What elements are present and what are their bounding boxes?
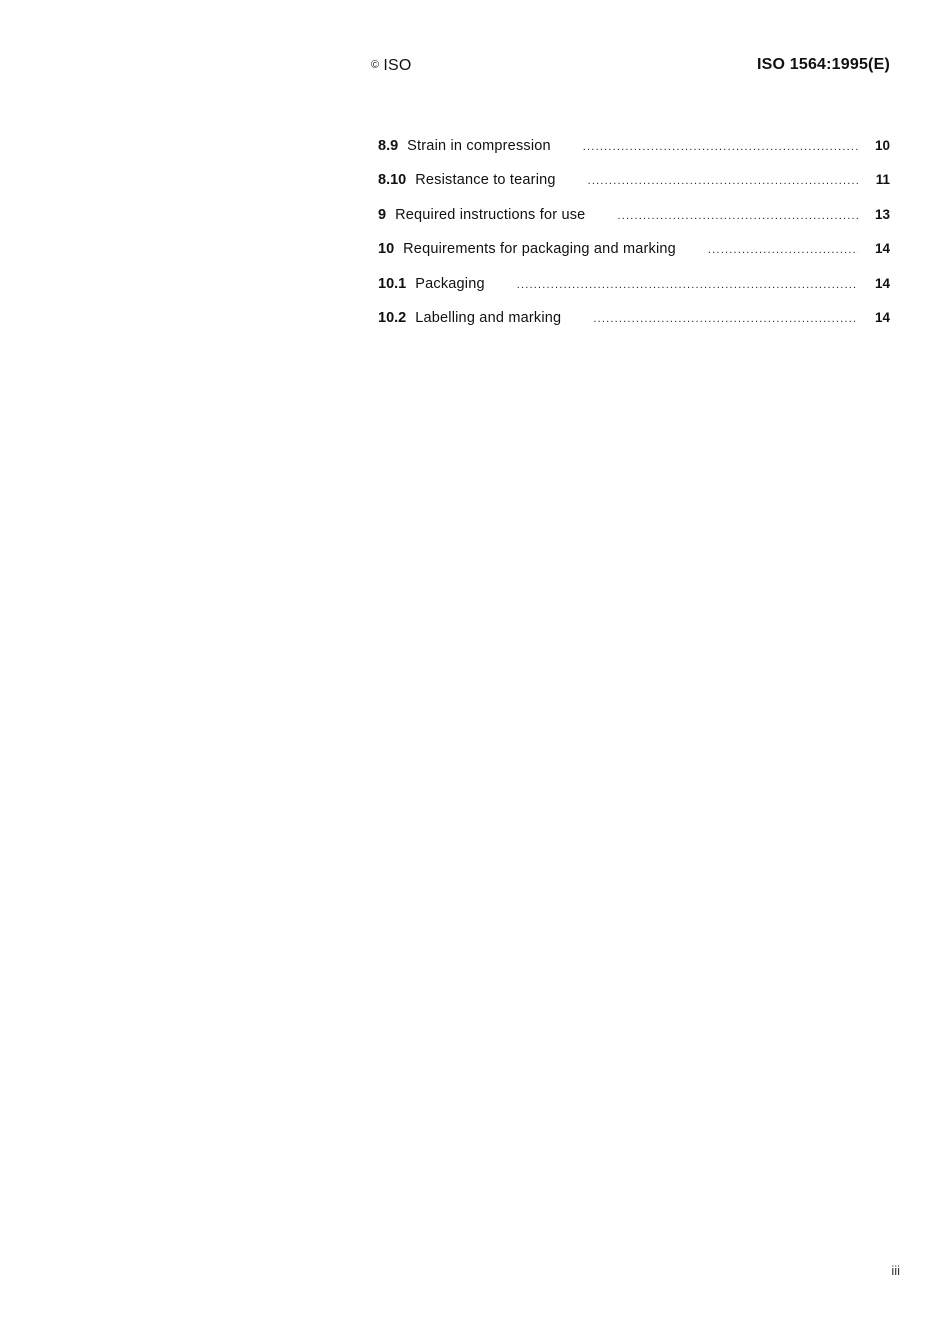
toc-entry-10-2[interactable] bbox=[378, 310, 890, 344]
toc-entry-10[interactable] bbox=[378, 241, 890, 275]
page-number: iii bbox=[891, 1263, 900, 1278]
toc-entry-9[interactable] bbox=[378, 207, 890, 241]
dot-leader bbox=[708, 244, 858, 256]
toc-entry-page: 11 bbox=[875, 172, 890, 188]
toc-entry-title: Labelling and marking bbox=[415, 309, 562, 326]
toc-entry-number: 8.10 bbox=[378, 172, 407, 189]
header-document-id: ISO 1564:1995(E) bbox=[756, 56, 890, 73]
toc-entry-number: 10.1 bbox=[378, 275, 407, 292]
toc-entry-title: Packaging bbox=[415, 275, 485, 292]
toc-entry-number: 10.2 bbox=[378, 309, 407, 326]
copyright-symbol: © bbox=[371, 59, 380, 71]
dot-leader bbox=[583, 141, 858, 153]
toc-entry-page: 10 bbox=[874, 138, 890, 153]
dot-leader bbox=[593, 313, 858, 325]
toc-entry-title: Strain in compression bbox=[407, 138, 551, 154]
header-organization: ISO bbox=[383, 57, 412, 74]
toc-entry-page: 13 bbox=[874, 206, 890, 222]
toc-entry-title: Resistance to tearing bbox=[415, 172, 556, 189]
toc-entry-number: 9 bbox=[378, 206, 387, 223]
toc-entry-title: Required instructions for use bbox=[395, 206, 586, 223]
dot-leader bbox=[588, 175, 858, 187]
toc-entry-10-1[interactable] bbox=[378, 276, 890, 310]
dot-leader bbox=[617, 210, 858, 222]
dot-leader bbox=[517, 279, 858, 291]
toc-entry-8-10[interactable] bbox=[378, 172, 890, 206]
toc-entry-page: 14 bbox=[874, 275, 890, 291]
toc-entry-page: 14 bbox=[874, 241, 890, 257]
toc-entry-page: 14 bbox=[874, 309, 890, 325]
toc-entry-title: Requirements for packaging and marking bbox=[403, 241, 676, 258]
table-of-contents bbox=[378, 138, 890, 344]
toc-entry-number: 8.9 bbox=[378, 138, 399, 154]
toc-entry-8-9[interactable] bbox=[378, 138, 890, 172]
header-copyright bbox=[371, 57, 411, 75]
toc-entry-number: 10 bbox=[378, 241, 395, 258]
